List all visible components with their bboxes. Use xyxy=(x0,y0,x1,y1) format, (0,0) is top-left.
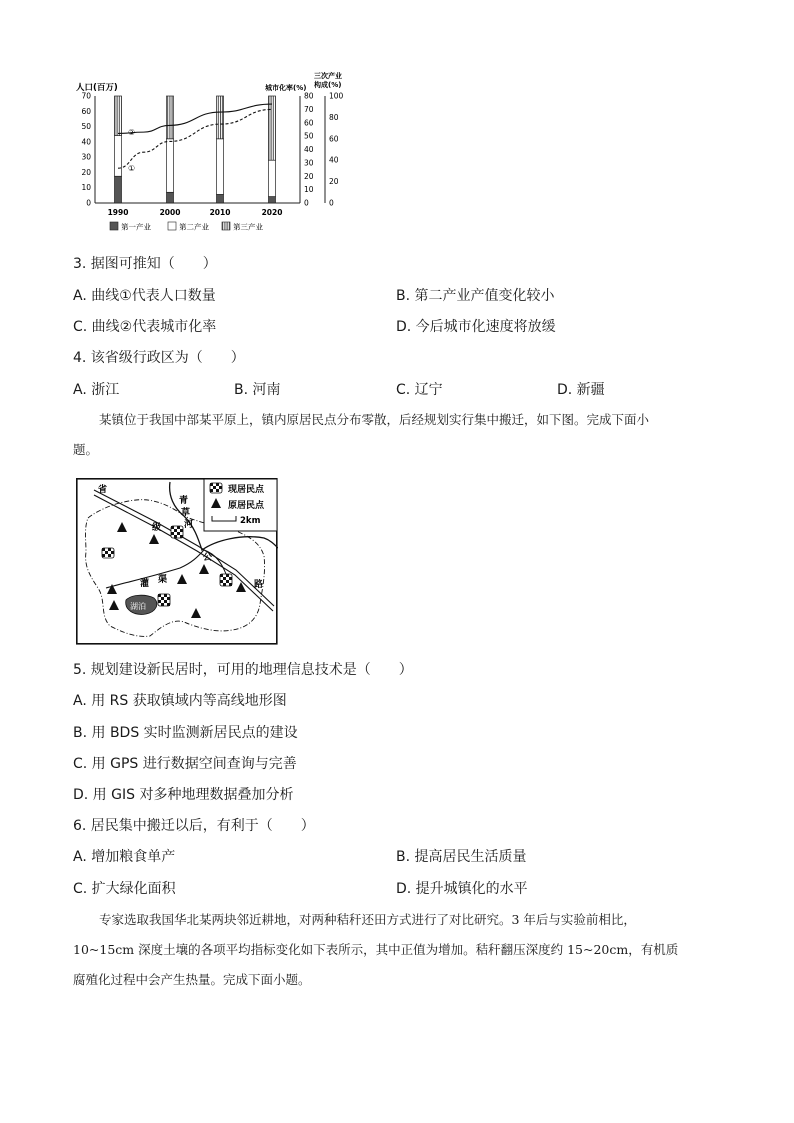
y-right-label-1: 三次产业 xyxy=(314,72,342,80)
curve2-label: ② xyxy=(128,128,136,137)
bar-tertiary xyxy=(269,96,276,160)
mid-tick-labels xyxy=(304,92,314,208)
river-char-3: 河 xyxy=(184,520,194,530)
q3-stem: 3. 据图可推知（ ） xyxy=(73,256,217,272)
intro2-line3: 腐殖化过程中会产生热量。完成下面小题。 xyxy=(73,972,311,987)
x-tick-label: 2010 xyxy=(209,208,231,217)
legend-primary: 第一产业 xyxy=(121,222,151,232)
intro2-line2: 10~15cm 深度土壤的各项平均指标变化如下表所示，其中正值为增加。秸秆翻压深度约 15~20cm，有机质 xyxy=(73,942,679,957)
tick-label: 0 xyxy=(304,198,309,208)
bar-secondary xyxy=(115,136,122,177)
legend-old-settlement: 原居民点 xyxy=(228,501,265,511)
q4-stem: 4. 该省级行政区为（ ） xyxy=(73,350,245,366)
canal-char-2: 渠 xyxy=(158,575,168,585)
q6-option-a[interactable]: A. 增加粮食单产 xyxy=(73,849,176,865)
tick-label: 10 xyxy=(81,183,91,193)
q5-option-d[interactable]: D. 用 GIS 对多种地理数据叠加分析 xyxy=(73,787,294,803)
q4-option-c[interactable]: C. 辽宁 xyxy=(396,382,443,398)
town-settlement-map xyxy=(76,478,278,645)
bar-secondary xyxy=(269,160,276,196)
q3-option-a[interactable]: A. 曲线①代表人口数量 xyxy=(73,288,216,304)
y-left-label: 人口(百万) xyxy=(76,83,118,93)
industry-urbanization-chart xyxy=(60,68,360,238)
q5-option-c[interactable]: C. 用 GPS 进行数据空间查询与完善 xyxy=(73,756,297,772)
new-settlement xyxy=(102,548,114,558)
intro1-line1: 某镇位于我国中部某平原上，镇内原居民点分布零散，后经规划实行集中搬迁，如下图。完成下面小 xyxy=(99,412,650,427)
bar-tertiary xyxy=(217,96,224,139)
bar-tertiary xyxy=(115,96,122,136)
intro2-line1: 专家选取我国华北某两块邻近耕地，对两种秸秆还田方式进行了对比研究。3 年后与实验前相比， xyxy=(99,912,636,927)
map-legend xyxy=(204,479,277,531)
tick-label: 50 xyxy=(304,131,314,141)
road-char-1: 省 xyxy=(98,485,108,495)
tick-label: 10 xyxy=(304,185,314,195)
y-right-label-2: 构成(%) xyxy=(314,81,342,89)
tick-label: 80 xyxy=(304,91,314,101)
tick-label: 100 xyxy=(329,91,344,101)
road-char-2: 级 xyxy=(152,523,162,533)
tick-label: 60 xyxy=(304,118,314,128)
curve-2 xyxy=(118,104,272,133)
tick-label: 60 xyxy=(81,106,91,116)
q3-option-d[interactable]: D. 今后城市化速度将放缓 xyxy=(396,319,556,335)
road-char-3: 公 xyxy=(203,553,213,563)
q6-option-b[interactable]: B. 提高居民生活质量 xyxy=(396,849,527,865)
q3-option-b[interactable]: B. 第二产业产值变化较小 xyxy=(396,288,555,304)
legend-secondary: 第二产业 xyxy=(179,222,209,232)
q4-option-d[interactable]: D. 新疆 xyxy=(557,382,605,398)
left-tick-labels xyxy=(81,92,91,208)
legend-swatch-tertiary xyxy=(222,222,230,230)
tick-label: 30 xyxy=(304,158,314,168)
x-tick-label: 2000 xyxy=(159,208,181,217)
bar-tertiary xyxy=(167,96,174,139)
canal-char-1: 灌 xyxy=(140,579,150,589)
x-tick-label: 2020 xyxy=(261,208,283,217)
new-settlement xyxy=(171,526,183,538)
legend-swatch-secondary xyxy=(168,222,176,230)
q6-stem: 6. 居民集中搬迁以后，有利于（ ） xyxy=(73,818,315,834)
intro1-line2: 题。 xyxy=(73,442,99,457)
industry-bars xyxy=(115,96,276,203)
curve1-label: ① xyxy=(128,164,136,173)
legend-new-settlement-icon xyxy=(210,483,222,493)
intro-paragraph-2 xyxy=(73,910,733,990)
q3-option-c[interactable]: C. 曲线②代表城市化率 xyxy=(73,319,217,335)
tick-label: 0 xyxy=(329,198,334,208)
legend-tertiary: 第三产业 xyxy=(233,222,263,232)
legend-new-settlement: 现居民点 xyxy=(228,485,265,495)
q6-option-c[interactable]: C. 扩大绿化面积 xyxy=(73,881,176,897)
tick-label: 20 xyxy=(329,177,339,187)
tick-label: 20 xyxy=(81,167,91,177)
tick-label: 40 xyxy=(329,155,339,165)
river-char-1: 青 xyxy=(179,496,189,506)
river-char-2: 草 xyxy=(181,508,191,518)
curves xyxy=(118,104,272,168)
q5-option-b[interactable]: B. 用 BDS 实时监测新居民点的建设 xyxy=(73,725,298,741)
y-mid-label: 城市化率(%) xyxy=(265,84,307,92)
chart-legend xyxy=(110,222,263,232)
bar-secondary xyxy=(217,139,224,195)
tick-label: 70 xyxy=(81,91,91,101)
bar-primary xyxy=(217,194,224,203)
q5-option-a[interactable]: A. 用 RS 获取镇域内等高线地形图 xyxy=(73,693,287,709)
tick-label: 40 xyxy=(81,137,91,147)
x-tick-label: 1990 xyxy=(107,208,129,217)
bar-primary xyxy=(269,197,276,203)
bar-secondary xyxy=(167,139,174,193)
bar-primary xyxy=(115,176,122,203)
tick-label: 50 xyxy=(81,122,91,132)
x-tick-labels xyxy=(108,208,283,217)
tick-label: 70 xyxy=(304,104,314,114)
tick-label: 80 xyxy=(329,112,339,122)
new-settlement xyxy=(158,594,170,606)
tick-label: 0 xyxy=(86,198,91,208)
right-tick-labels xyxy=(329,92,344,208)
q5-stem: 5. 规划建设新民居时，可用的地理信息技术是（ ） xyxy=(73,662,413,678)
legend-swatch-primary xyxy=(110,222,118,230)
lake-label: 湖泊 xyxy=(130,602,146,611)
intro-paragraph-1 xyxy=(73,410,728,460)
q4-option-a[interactable]: A. 浙江 xyxy=(73,382,120,398)
q6-option-d[interactable]: D. 提升城镇化的水平 xyxy=(396,881,528,897)
tick-label: 60 xyxy=(329,134,339,144)
road-char-4: 路 xyxy=(254,580,264,590)
new-settlement xyxy=(220,574,232,586)
bar-primary xyxy=(167,192,174,203)
tick-label: 30 xyxy=(81,152,91,162)
scale-label: 2km xyxy=(240,516,261,526)
tick-label: 40 xyxy=(304,145,314,154)
q4-option-b[interactable]: B. 河南 xyxy=(234,382,281,398)
tick-label: 20 xyxy=(304,171,314,181)
